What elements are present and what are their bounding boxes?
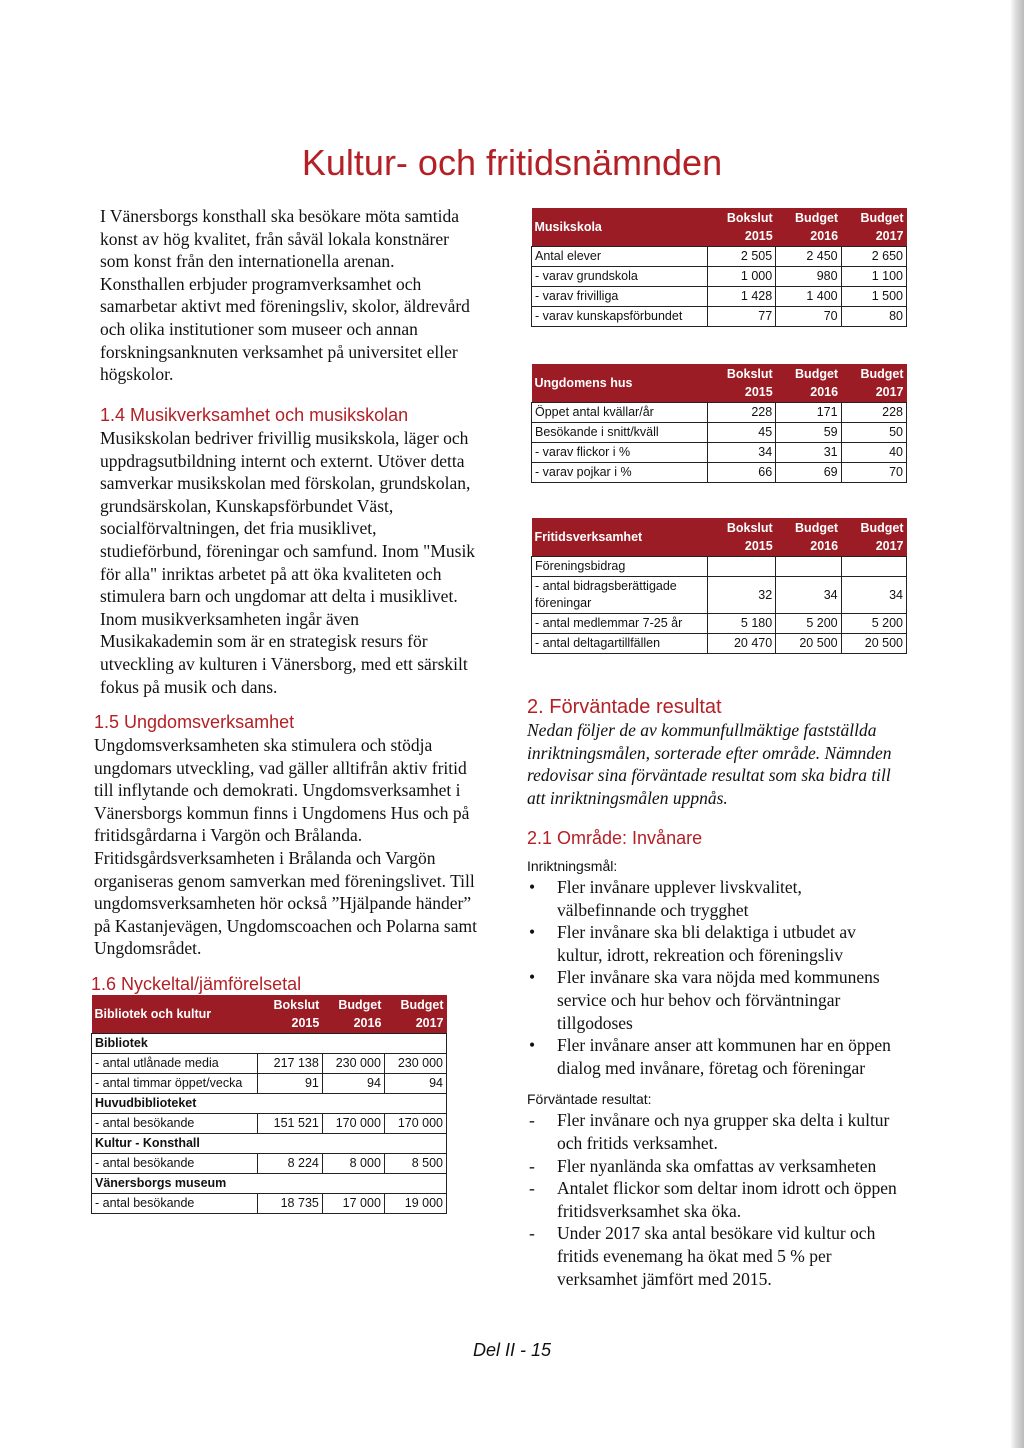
cell-value: 8 224 [258, 1154, 323, 1174]
cell-value: 34 [708, 443, 776, 463]
cell-value: 5 180 [708, 614, 776, 634]
section-1-4-heading: 1.4 Musikverksamhet och musikskolan [100, 405, 409, 425]
list-item [527, 966, 905, 1034]
resultat-label: Förväntade resultat: [527, 1091, 652, 1108]
table-header-row [92, 995, 447, 1034]
table-row [532, 614, 907, 634]
list-item-text: Fler invånare och nya grupper ska delta i kultur och fritids verksamhet. [557, 1110, 890, 1153]
row-label: Besökande i snitt/kväll [532, 423, 708, 443]
table-row [92, 1034, 447, 1054]
table-row [92, 1054, 447, 1074]
row-label: - antal besökande [92, 1114, 258, 1134]
table-title: Bibliotek och kultur [92, 995, 258, 1034]
table-row [92, 1094, 447, 1114]
cell-value: 70 [776, 307, 841, 327]
cell-value: 94 [384, 1074, 446, 1094]
list-item-text: Fler invånare upplever livskvalitet, välbefinnande och trygghet [557, 877, 802, 920]
table-row [532, 247, 907, 267]
table-row [92, 1154, 447, 1174]
cell-value: 50 [841, 423, 906, 443]
row-label: - antal bidragsberättigade föreningar [532, 577, 708, 614]
row-label: Kultur - Konsthall [92, 1134, 447, 1154]
section-2-1-heading: 2.1 Område: Invånare [527, 828, 703, 848]
row-label: Bibliotek [92, 1034, 447, 1054]
cell-value: 77 [708, 307, 776, 327]
dash-icon: - [529, 1223, 535, 1244]
section-1-6-heading: 1.6 Nyckeltal/jämförelsetal [91, 974, 302, 994]
row-label: Huvudbiblioteket [92, 1094, 447, 1114]
row-label: - varav kunskapsförbundet [532, 307, 708, 327]
cell-value: 69 [776, 463, 841, 483]
table-row [532, 557, 907, 577]
cell-value: 31 [776, 443, 841, 463]
row-label: - antal utlånade media [92, 1054, 258, 1074]
table-column-header: Bokslut 2015 [258, 995, 323, 1034]
list-item [527, 1155, 905, 1178]
cell-value: 45 [708, 423, 776, 443]
table-column-header: Bokslut 2015 [708, 518, 776, 557]
table-column-header: Budget 2016 [776, 518, 841, 557]
table-row [532, 403, 907, 423]
section-2-heading: 2. Förväntade resultat [527, 696, 722, 718]
list-item-text: Fler invånare ska bli delaktiga i utbudet av kultur, idrott, rekreation och föreningsliv [557, 922, 856, 965]
table-bibliotek [91, 995, 447, 1214]
row-label: Föreningsbidrag [532, 557, 708, 577]
cell-value: 1 500 [841, 287, 906, 307]
section-1-5-body: Ungdomsverksamheten ska stimulera och stödja ungdomars utveckling, vad gäller alltifrån aktiv fritid till inflytande och demokrati. Ungdomsverksamhet i Vänersborgs kommun finns i Ungdomens Hus och på fritidsgårdarna i Vargön och Brålanda. Fritidsgårdsverksamheten i Brålanda och Vargön organiseras genom samverkan med föreningslivet. Till ungdomsverksamheten hör också ”Hjälpande händer” på Kastanjevägen, Ungdomscoachen och Polarna samt Ungdomsrådet. [94, 735, 477, 959]
cell-value: 80 [841, 307, 906, 327]
row-label: - varav flickor i % [532, 443, 708, 463]
left-column [100, 205, 476, 386]
konsthall-text: I Vänersborgs konsthall ska besökare möta samtida konst av hög kvalitet, från såväl lokala konstnärer som konst från den internationella arenan. Konsthallen erbjuder programverksamhet och samarbetar aktivt med föreningsliv, skolor, äldrevård och olika institutioner som museer och annan forskningsanknuten verksamhet på universitet eller högskolor. [100, 206, 470, 385]
table-row [532, 463, 907, 483]
cell-value: 19 000 [384, 1194, 446, 1214]
table-fritidsverksamhet [531, 518, 907, 654]
cell-value: 59 [776, 423, 841, 443]
table-column-header: Budget 2017 [841, 208, 906, 247]
list-item [527, 876, 905, 921]
list-item [527, 921, 905, 966]
cell-value: 228 [708, 403, 776, 423]
table-column-header: Budget 2017 [841, 518, 906, 557]
table-header-row [532, 518, 907, 557]
section-1-5 [94, 710, 478, 960]
cell-value: 17 000 [322, 1194, 384, 1214]
list-item [527, 1222, 905, 1290]
table-column-header: Bokslut 2015 [708, 208, 776, 247]
list-item-text: Antalet flickor som deltar inom idrott och öppen fritidsverksamhet ska öka. [557, 1178, 897, 1221]
cell-value [841, 557, 906, 577]
section-1-6 [91, 972, 471, 996]
table-ungdomens-hus [531, 364, 907, 483]
table-title: Ungdomens hus [532, 364, 708, 403]
bullet-icon: • [529, 877, 536, 897]
table-row [92, 1114, 447, 1134]
cell-value: 980 [776, 267, 841, 287]
cell-value: 20 470 [708, 634, 776, 654]
section-2-1 [527, 826, 905, 1290]
section-1-4 [100, 403, 476, 698]
page-edge [1010, 0, 1024, 1448]
table-title: Fritidsverksamhet [532, 518, 708, 557]
table-column-header: Budget 2016 [776, 208, 841, 247]
table-row [92, 1134, 447, 1154]
table-row [92, 1194, 447, 1214]
dash-icon: - [529, 1155, 535, 1176]
table-row [532, 443, 907, 463]
table-row [92, 1174, 447, 1194]
row-label: - antal besökande [92, 1154, 258, 1174]
table-column-header: Budget 2016 [776, 364, 841, 403]
cell-value [708, 557, 776, 577]
list-item [527, 1109, 905, 1154]
table-column-header: Budget 2017 [384, 995, 446, 1034]
table-column-header: Budget 2016 [322, 995, 384, 1034]
cell-value: 5 200 [776, 614, 841, 634]
cell-value: 170 000 [384, 1114, 446, 1134]
section-1-4-body: Musikskolan bedriver frivillig musikskola, läger och uppdragsutbildning internt och externt. Utöver detta samverkar musikskolan med förskolan, grundskolan, grundsärskolan, Kunskapsförbundet Väst, socialförvaltningen, det fria musiklivet, studieförbund, föreningar och samfund. Inom "Musik för alla" inriktas arbetet på att öka kvaliteten och stimulera barn och ungdomar att delta i musiklivet. Inom musikverksamheten ingår även Musikakademin som är en strategisk resurs för utveckling av kulturen i Vänersborg, med ett särskilt fokus på musik och dans. [100, 428, 476, 697]
cell-value: 20 500 [776, 634, 841, 654]
page-title: Kultur- och fritidsnämnden [301, 142, 723, 183]
table-row [532, 267, 907, 287]
table-row [532, 307, 907, 327]
row-label: Öppet antal kvällar/år [532, 403, 708, 423]
row-label: Vänersborgs museum [92, 1174, 447, 1194]
cell-value: 70 [841, 463, 906, 483]
bullet-icon: • [529, 922, 536, 943]
list-item [527, 1177, 905, 1222]
dash-icon: - [529, 1178, 535, 1199]
cell-value: 217 138 [258, 1054, 323, 1074]
bullet-icon: • [529, 967, 536, 988]
dash-icon: - [529, 1110, 535, 1131]
row-label: - antal besökande [92, 1194, 258, 1214]
table-header-row [532, 208, 907, 247]
resultat-list [527, 1109, 905, 1290]
cell-value: 230 000 [384, 1054, 446, 1074]
row-label: - varav grundskola [532, 267, 708, 287]
inriktning-label: Inriktningsmål: [527, 858, 618, 874]
cell-value: 34 [776, 577, 841, 614]
cell-value: 2 505 [708, 247, 776, 267]
inriktning-list [527, 876, 905, 1079]
row-label: - antal medlemmar 7-25 år [532, 614, 708, 634]
cell-value: 2 650 [841, 247, 906, 267]
cell-value: 1 400 [776, 287, 841, 307]
table-row [532, 577, 907, 614]
table-row [92, 1074, 447, 1094]
cell-value: 32 [708, 577, 776, 614]
cell-value: 171 [776, 403, 841, 423]
cell-value: 5 200 [841, 614, 906, 634]
bullet-icon: • [529, 1035, 536, 1056]
section-2-intro: Nedan följer de av kommunfullmäktige fastställda inriktningsmålen, sorterade efter område. Nämnden redovisar sina förväntade resultat som ska bidra till att inriktningsmålen uppnås. [527, 720, 892, 808]
cell-value: 66 [708, 463, 776, 483]
cell-value [776, 557, 841, 577]
list-item-text: Fler invånare ska vara nöjda med kommunens service och hur behov och förväntningar tillgodoses [557, 967, 880, 1033]
table-header-row [532, 364, 907, 403]
table-row [532, 634, 907, 654]
list-item [527, 1034, 905, 1079]
cell-value: 170 000 [322, 1114, 384, 1134]
row-label: - antal deltagartillfällen [532, 634, 708, 654]
cell-value: 8 500 [384, 1154, 446, 1174]
cell-value: 8 000 [322, 1154, 384, 1174]
section-2 [527, 695, 905, 809]
cell-value: 94 [322, 1074, 384, 1094]
list-item-text: Under 2017 ska antal besökare vid kultur och fritids evenemang ha ökat med 5 % per verksamhet jämfört med 2015. [557, 1223, 876, 1289]
table-musikskola [531, 208, 907, 327]
cell-value: 34 [841, 577, 906, 614]
cell-value: 1 428 [708, 287, 776, 307]
cell-value: 91 [258, 1074, 323, 1094]
cell-value: 18 735 [258, 1194, 323, 1214]
section-1-5-heading: 1.5 Ungdomsverksamhet [94, 712, 295, 732]
page-footer: Del II - 15 [472, 1340, 552, 1360]
table-column-header: Budget 2017 [841, 364, 906, 403]
row-label: - antal timmar öppet/vecka [92, 1074, 258, 1094]
row-label: - varav pojkar i % [532, 463, 708, 483]
cell-value: 151 521 [258, 1114, 323, 1134]
cell-value: 2 450 [776, 247, 841, 267]
row-label: Antal elever [532, 247, 708, 267]
list-item-text: Fler invånare anser att kommunen har en öppen dialog med invånare, företag och föreningar [557, 1035, 891, 1078]
cell-value: 230 000 [322, 1054, 384, 1074]
table-column-header: Bokslut 2015 [708, 364, 776, 403]
table-title: Musikskola [532, 208, 708, 247]
cell-value: 20 500 [841, 634, 906, 654]
cell-value: 1 000 [708, 267, 776, 287]
cell-value: 1 100 [841, 267, 906, 287]
list-item-text: Fler nyanlända ska omfattas av verksamheten [557, 1155, 877, 1176]
cell-value: 40 [841, 443, 906, 463]
table-row [532, 287, 907, 307]
cell-value: 228 [841, 403, 906, 423]
table-row [532, 423, 907, 443]
row-label: - varav frivilliga [532, 287, 708, 307]
